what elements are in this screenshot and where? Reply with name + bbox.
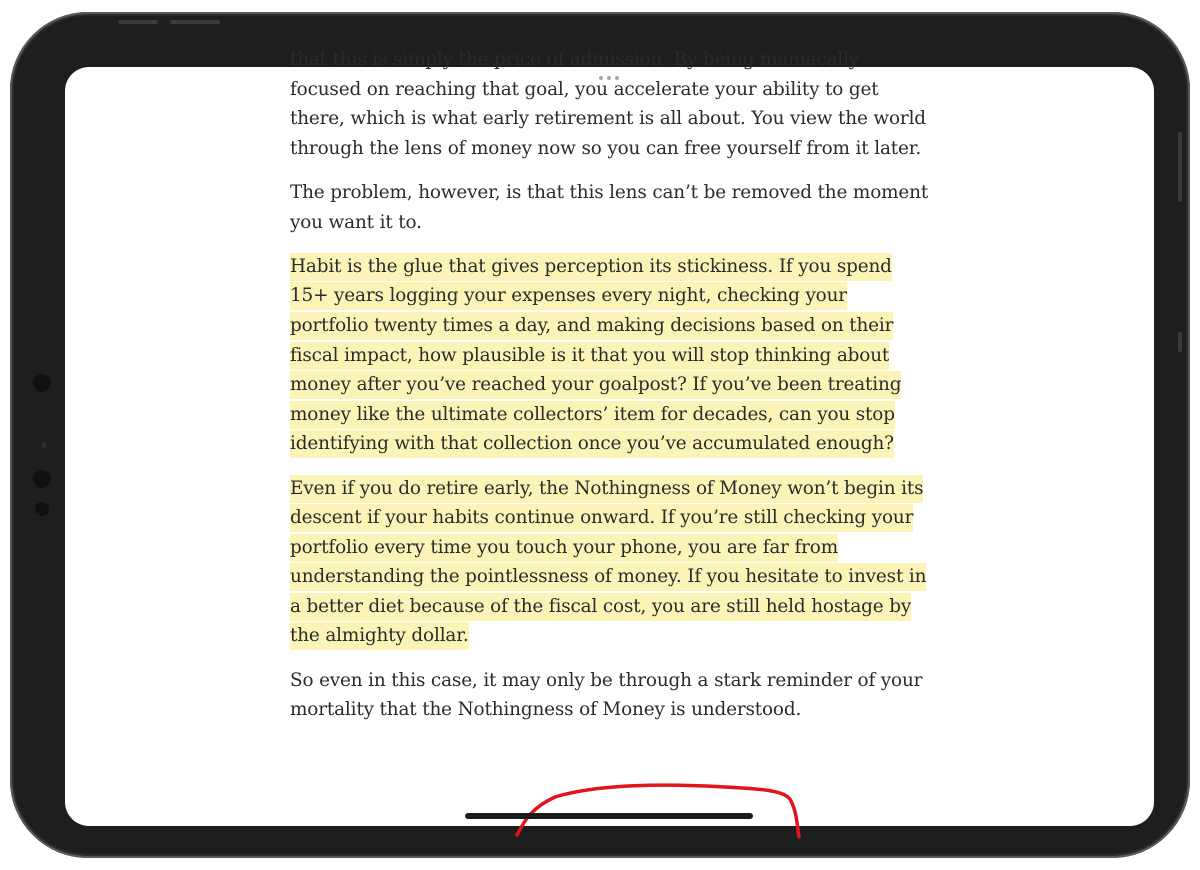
highlighted-passage[interactable]: Even if you do retire early, the Nothingness of Money won’t begin its descent if your habits continue onward. If you’re still checking your portfolio every time you touch your phone, you are far from understanding the pointlessness of money. If you hesitate to invest in a better diet because of the fiscal cost, you are still held hostage by the almighty dollar. bbox=[290, 475, 926, 651]
annotation-scribble bbox=[505, 767, 805, 837]
screen bbox=[65, 49, 1154, 826]
paragraph-3 bbox=[290, 252, 930, 459]
paragraph-1: that this is simply the price of admission. By being maniacally focused on reaching that goal, you accelerate your ability to get there, which is what early retirement is all about. You view the world through the lens of money now so you can free yourself from it later. bbox=[290, 49, 926, 159]
camera-sensor-icon bbox=[33, 374, 51, 392]
camera-sensor-icon bbox=[33, 470, 51, 488]
side-button bbox=[1178, 332, 1182, 352]
top-button bbox=[118, 20, 158, 24]
paragraph-5: So even in this case, it may only be through a stark reminder of your mortality that the Nothingness of Money is understood. bbox=[290, 669, 923, 721]
camera-sensor-icon bbox=[35, 502, 49, 516]
home-indicator[interactable] bbox=[465, 813, 753, 819]
paragraph-2: The problem, however, is that this lens can’t be removed the moment you want it to. bbox=[290, 181, 929, 233]
volume-button bbox=[1178, 132, 1182, 202]
camera-lens-icon bbox=[41, 442, 47, 448]
ipad-device-frame bbox=[10, 12, 1190, 858]
highlighted-passage[interactable]: Habit is the glue that gives perception its stickiness. If you spend 15+ years logging your expenses every night, checking your portfolio twenty times a day, and making decisions based on their fiscal impact, how plausible is it that you will stop thinking about money after you’ve reached your goalpost? If you’ve been treating money like the ultimate collectors’ item for decades, can you stop identifying with that collection once you’ve accumulated enough? bbox=[290, 253, 901, 459]
top-button bbox=[170, 20, 220, 24]
article-body[interactable] bbox=[290, 45, 930, 739]
paragraph-4 bbox=[290, 474, 930, 652]
